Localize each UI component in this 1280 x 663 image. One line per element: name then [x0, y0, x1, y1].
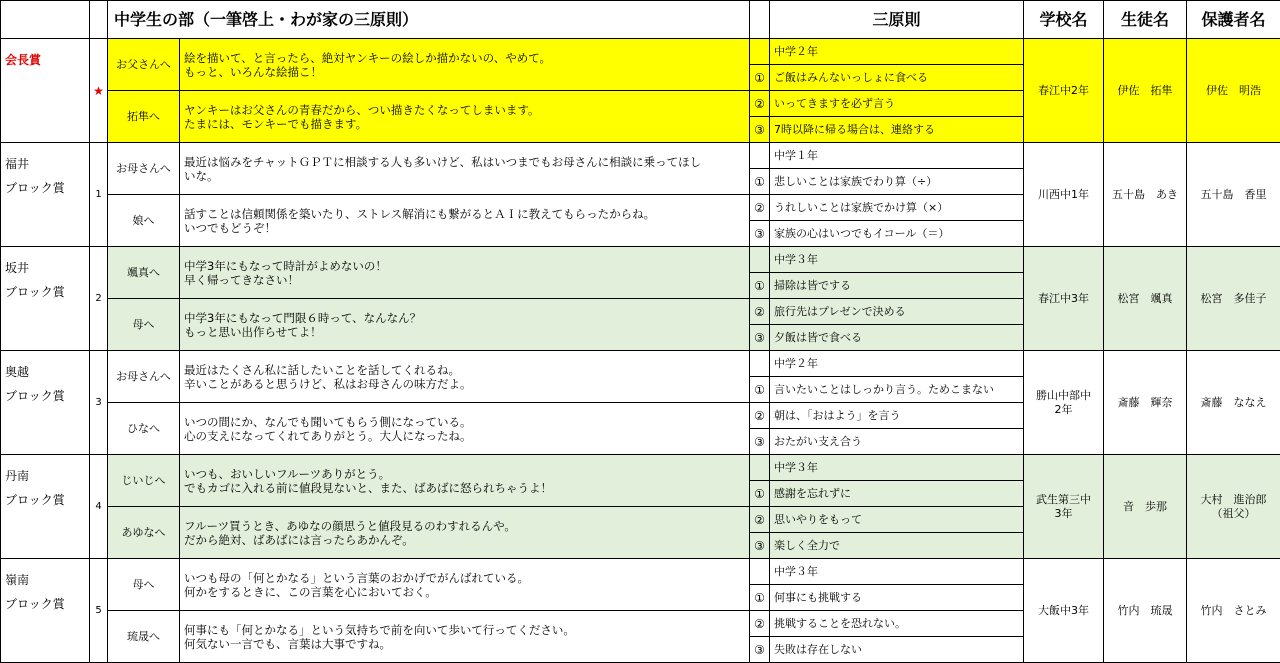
award-name-line: ブロック賞: [5, 176, 85, 200]
entry-number: ★: [90, 39, 108, 143]
guardian-name: [1187, 247, 1280, 351]
message-line: ヤンキーはお父さんの青春だから、つい描きたくなってしまいます。: [184, 103, 749, 117]
rule-text: 感謝を忘れずに: [770, 481, 1024, 507]
message-line: 最近はたくさん私に話したいことを話してくれるね。: [184, 363, 749, 377]
rule-mark-empty: [750, 247, 770, 273]
message-recipient: 拓隼へ: [108, 91, 180, 143]
award-name-line: ブロック賞: [5, 384, 85, 408]
message-text: [180, 403, 750, 455]
school-line: 3年: [1024, 507, 1103, 521]
entry-number: 4: [90, 455, 108, 559]
message-line: いつも母の「何とかなる」という言葉のおかげでがんばれている。: [184, 571, 749, 585]
message-line: 辛いことがあると思うけど、私はお母さんの味方だよ。: [184, 377, 749, 391]
rule-number-mark: ①: [750, 65, 770, 91]
school-line: 春江中3年: [1024, 292, 1103, 306]
rule-text: いってきますを必ず言う: [770, 91, 1024, 117]
rule-number-mark: ①: [750, 585, 770, 611]
header-mark-cell: [750, 1, 770, 39]
rule-number-mark: ②: [750, 507, 770, 533]
grade-label: 中学３年: [770, 247, 1024, 273]
rule-number-mark: ③: [750, 117, 770, 143]
rule-text: 言いたいことはしっかり言う。ためこまない: [770, 377, 1024, 403]
award-name: [1, 455, 90, 559]
rule-text: 失敗は存在しない: [770, 637, 1024, 663]
rule-text: 家族の心はいつでもイコール（＝）: [770, 221, 1024, 247]
message-line: だから絶対、ばあばには言ったらあかんぞ。: [184, 533, 749, 547]
award-name-line: 坂井: [5, 256, 85, 280]
rule-number-mark: ③: [750, 429, 770, 455]
table-row: [1, 455, 1280, 481]
message-text: [180, 143, 750, 195]
message-line: いつでもどうぞ！: [184, 221, 749, 235]
message-recipient: あゆなへ: [108, 507, 180, 559]
guardian-name: [1187, 455, 1280, 559]
table-row: [1, 559, 1280, 585]
student-name: 松宮 颯真: [1104, 247, 1187, 351]
student-name: 斎藤 輝奈: [1104, 351, 1187, 455]
guardian-line: 竹内 さとみ: [1187, 604, 1280, 618]
message-recipient: じいじへ: [108, 455, 180, 507]
rule-mark-empty: [750, 559, 770, 585]
school-name: [1024, 143, 1104, 247]
entry-number: 2: [90, 247, 108, 351]
guardian-line: 斎藤 ななえ: [1187, 396, 1280, 410]
header-guardian: 保護者名: [1187, 1, 1280, 39]
award-name: [1, 143, 90, 247]
message-recipient: ひなへ: [108, 403, 180, 455]
message-line: 絵を描いて、と言ったら、絶対ヤンキーの絵しか描かないの、やめて。: [184, 51, 749, 65]
school-line: 2年: [1024, 403, 1103, 417]
rule-text: 挑戦することを恐れない。: [770, 611, 1024, 637]
award-name-line: 福井: [5, 152, 85, 176]
header-row: [1, 1, 1280, 39]
message-text: [180, 559, 750, 611]
award-name: [1, 247, 90, 351]
header-rules: 三原則: [770, 1, 1024, 39]
school-line: 勝山中部中: [1024, 389, 1103, 403]
award-name-line: ブロック賞: [5, 488, 85, 512]
school-line: 川西中1年: [1024, 188, 1103, 202]
rule-mark-empty: [750, 39, 770, 65]
rule-number-mark: ③: [750, 221, 770, 247]
message-line: 何気ない一言でも、言葉は大事ですね。: [184, 637, 749, 651]
rule-number-mark: ②: [750, 299, 770, 325]
message-line: 最近は悩みをチャットＧＰＴに相談する人も多いけど、私はいつまでもお母さんに相談に乗ってほし: [184, 155, 749, 169]
award-name: [1, 39, 90, 143]
message-text: [180, 195, 750, 247]
rule-text: 思いやりをもって: [770, 507, 1024, 533]
award-name-line: 会長賞: [5, 48, 85, 72]
student-name: 伊佐 拓隼: [1104, 39, 1187, 143]
message-recipient: 颯真へ: [108, 247, 180, 299]
rule-number-mark: ①: [750, 481, 770, 507]
rule-mark-empty: [750, 455, 770, 481]
award-name-line: ブロック賞: [5, 592, 85, 616]
message-line: たまには、モンキーでも描きます。: [184, 117, 749, 131]
message-recipient: 母へ: [108, 299, 180, 351]
message-recipient: 娘へ: [108, 195, 180, 247]
message-line: でもカゴに入れる前に値段見ないと、また、ばあばに怒られちゃうよ！: [184, 481, 749, 495]
school-name: [1024, 247, 1104, 351]
rule-text: 7時以降に帰る場合は、連絡する: [770, 117, 1024, 143]
rule-text: 楽しく全力で: [770, 533, 1024, 559]
award-name: [1, 351, 90, 455]
message-line: いな。: [184, 169, 749, 183]
student-name: 竹内 琉晟: [1104, 559, 1187, 663]
rule-text: 悲しいことは家族でわり算（÷）: [770, 169, 1024, 195]
message-text: [180, 299, 750, 351]
award-name-line: 奥越: [5, 360, 85, 384]
message-recipient: お母さんへ: [108, 143, 180, 195]
grade-label: 中学２年: [770, 39, 1024, 65]
table-row: [1, 351, 1280, 377]
school-line: 春江中2年: [1024, 84, 1103, 98]
grade-label: 中学２年: [770, 351, 1024, 377]
message-text: [180, 247, 750, 299]
rule-number-mark: ①: [750, 169, 770, 195]
message-line: いつの間にか、なんでも聞いてもらう側になっている。: [184, 415, 749, 429]
entry-number: 3: [90, 351, 108, 455]
guardian-line: 伊佐 明浩: [1187, 84, 1280, 98]
award-name-line: 丹南: [5, 464, 85, 488]
school-line: 大飯中3年: [1024, 604, 1103, 618]
message-line: 中学3年にもなって時計がよめないの！: [184, 259, 749, 273]
message-line: いつも、おいしいフルーツありがとう。: [184, 467, 749, 481]
message-recipient: お父さんへ: [108, 39, 180, 91]
rule-text: 掃除は皆でする: [770, 273, 1024, 299]
award-name: [1, 559, 90, 663]
school-name: [1024, 39, 1104, 143]
rule-text: ご飯はみんないっしょに食べる: [770, 65, 1024, 91]
header-title: 中学生の部（一筆啓上・わが家の三原則）: [108, 1, 750, 39]
award-name-line: ブロック賞: [5, 280, 85, 304]
message-line: 心の支えになってくれてありがとう。大人になったね。: [184, 429, 749, 443]
school-line: 武生第三中: [1024, 493, 1103, 507]
school-name: [1024, 559, 1104, 663]
message-line: 何事にも「何とかなる」という気持ちで前を向いて歩いて行ってください。: [184, 623, 749, 637]
message-text: [180, 91, 750, 143]
rule-number-mark: ③: [750, 325, 770, 351]
table-row: [1, 143, 1280, 169]
message-recipient: お母さんへ: [108, 351, 180, 403]
message-line: 中学3年にもなって門限６時って、なんなん？: [184, 311, 749, 325]
entry-number: 5: [90, 559, 108, 663]
header-num-cell: [90, 1, 108, 39]
guardian-line: 五十島 香里: [1187, 188, 1280, 202]
rule-number-mark: ②: [750, 195, 770, 221]
rule-number-mark: ②: [750, 611, 770, 637]
rule-number-mark: ②: [750, 91, 770, 117]
table-row: [1, 247, 1280, 273]
header-student: 生徒名: [1104, 1, 1187, 39]
header-award-cell: [1, 1, 90, 39]
table-row: [1, 39, 1280, 65]
rule-text: 旅行先はプレゼンで決める: [770, 299, 1024, 325]
message-line: 話すことは信頼関係を築いたり、ストレス解消にも繋がるとＡＩに教えてもらったからね。: [184, 207, 749, 221]
guardian-name: [1187, 351, 1280, 455]
rule-text: おたがい支え合う: [770, 429, 1024, 455]
rule-mark-empty: [750, 143, 770, 169]
message-recipient: 琉晟へ: [108, 611, 180, 663]
message-line: フルーツ買うとき、あゆなの顔思うと値段見るのわすれるんや。: [184, 519, 749, 533]
header-school: 学校名: [1024, 1, 1104, 39]
message-recipient: 母へ: [108, 559, 180, 611]
grade-label: 中学３年: [770, 455, 1024, 481]
grade-label: 中学１年: [770, 143, 1024, 169]
rule-number-mark: ①: [750, 377, 770, 403]
school-name: [1024, 455, 1104, 559]
grade-label: 中学３年: [770, 559, 1024, 585]
message-line: もっと、いろんな絵描こ！: [184, 65, 749, 79]
rule-mark-empty: [750, 351, 770, 377]
guardian-line: 松宮 多佳子: [1187, 292, 1280, 306]
rule-number-mark: ②: [750, 403, 770, 429]
guardian-name: [1187, 559, 1280, 663]
entry-number: 1: [90, 143, 108, 247]
rule-number-mark: ③: [750, 533, 770, 559]
message-line: 何かをするときに、この言葉を心においておく。: [184, 585, 749, 599]
student-name: 音 歩那: [1104, 455, 1187, 559]
message-text: [180, 455, 750, 507]
rule-text: 夕飯は皆で食べる: [770, 325, 1024, 351]
rule-number-mark: ①: [750, 273, 770, 299]
message-line: 早く帰ってきなさい！: [184, 273, 749, 287]
guardian-line: （祖父）: [1187, 507, 1280, 521]
rule-number-mark: ③: [750, 637, 770, 663]
rule-text: うれしいことは家族でかけ算（×）: [770, 195, 1024, 221]
rule-text: 何事にも挑戦する: [770, 585, 1024, 611]
student-name: 五十島 あき: [1104, 143, 1187, 247]
guardian-line: 大村 進治郎: [1187, 493, 1280, 507]
rule-text: 朝は、「おはよう」を言う: [770, 403, 1024, 429]
message-text: [180, 507, 750, 559]
guardian-name: [1187, 39, 1280, 143]
guardian-name: [1187, 143, 1280, 247]
award-name-line: 嶺南: [5, 568, 85, 592]
message-text: [180, 351, 750, 403]
message-line: もっと思い出作らせてよ！: [184, 325, 749, 339]
message-text: [180, 611, 750, 663]
school-name: [1024, 351, 1104, 455]
message-text: [180, 39, 750, 91]
